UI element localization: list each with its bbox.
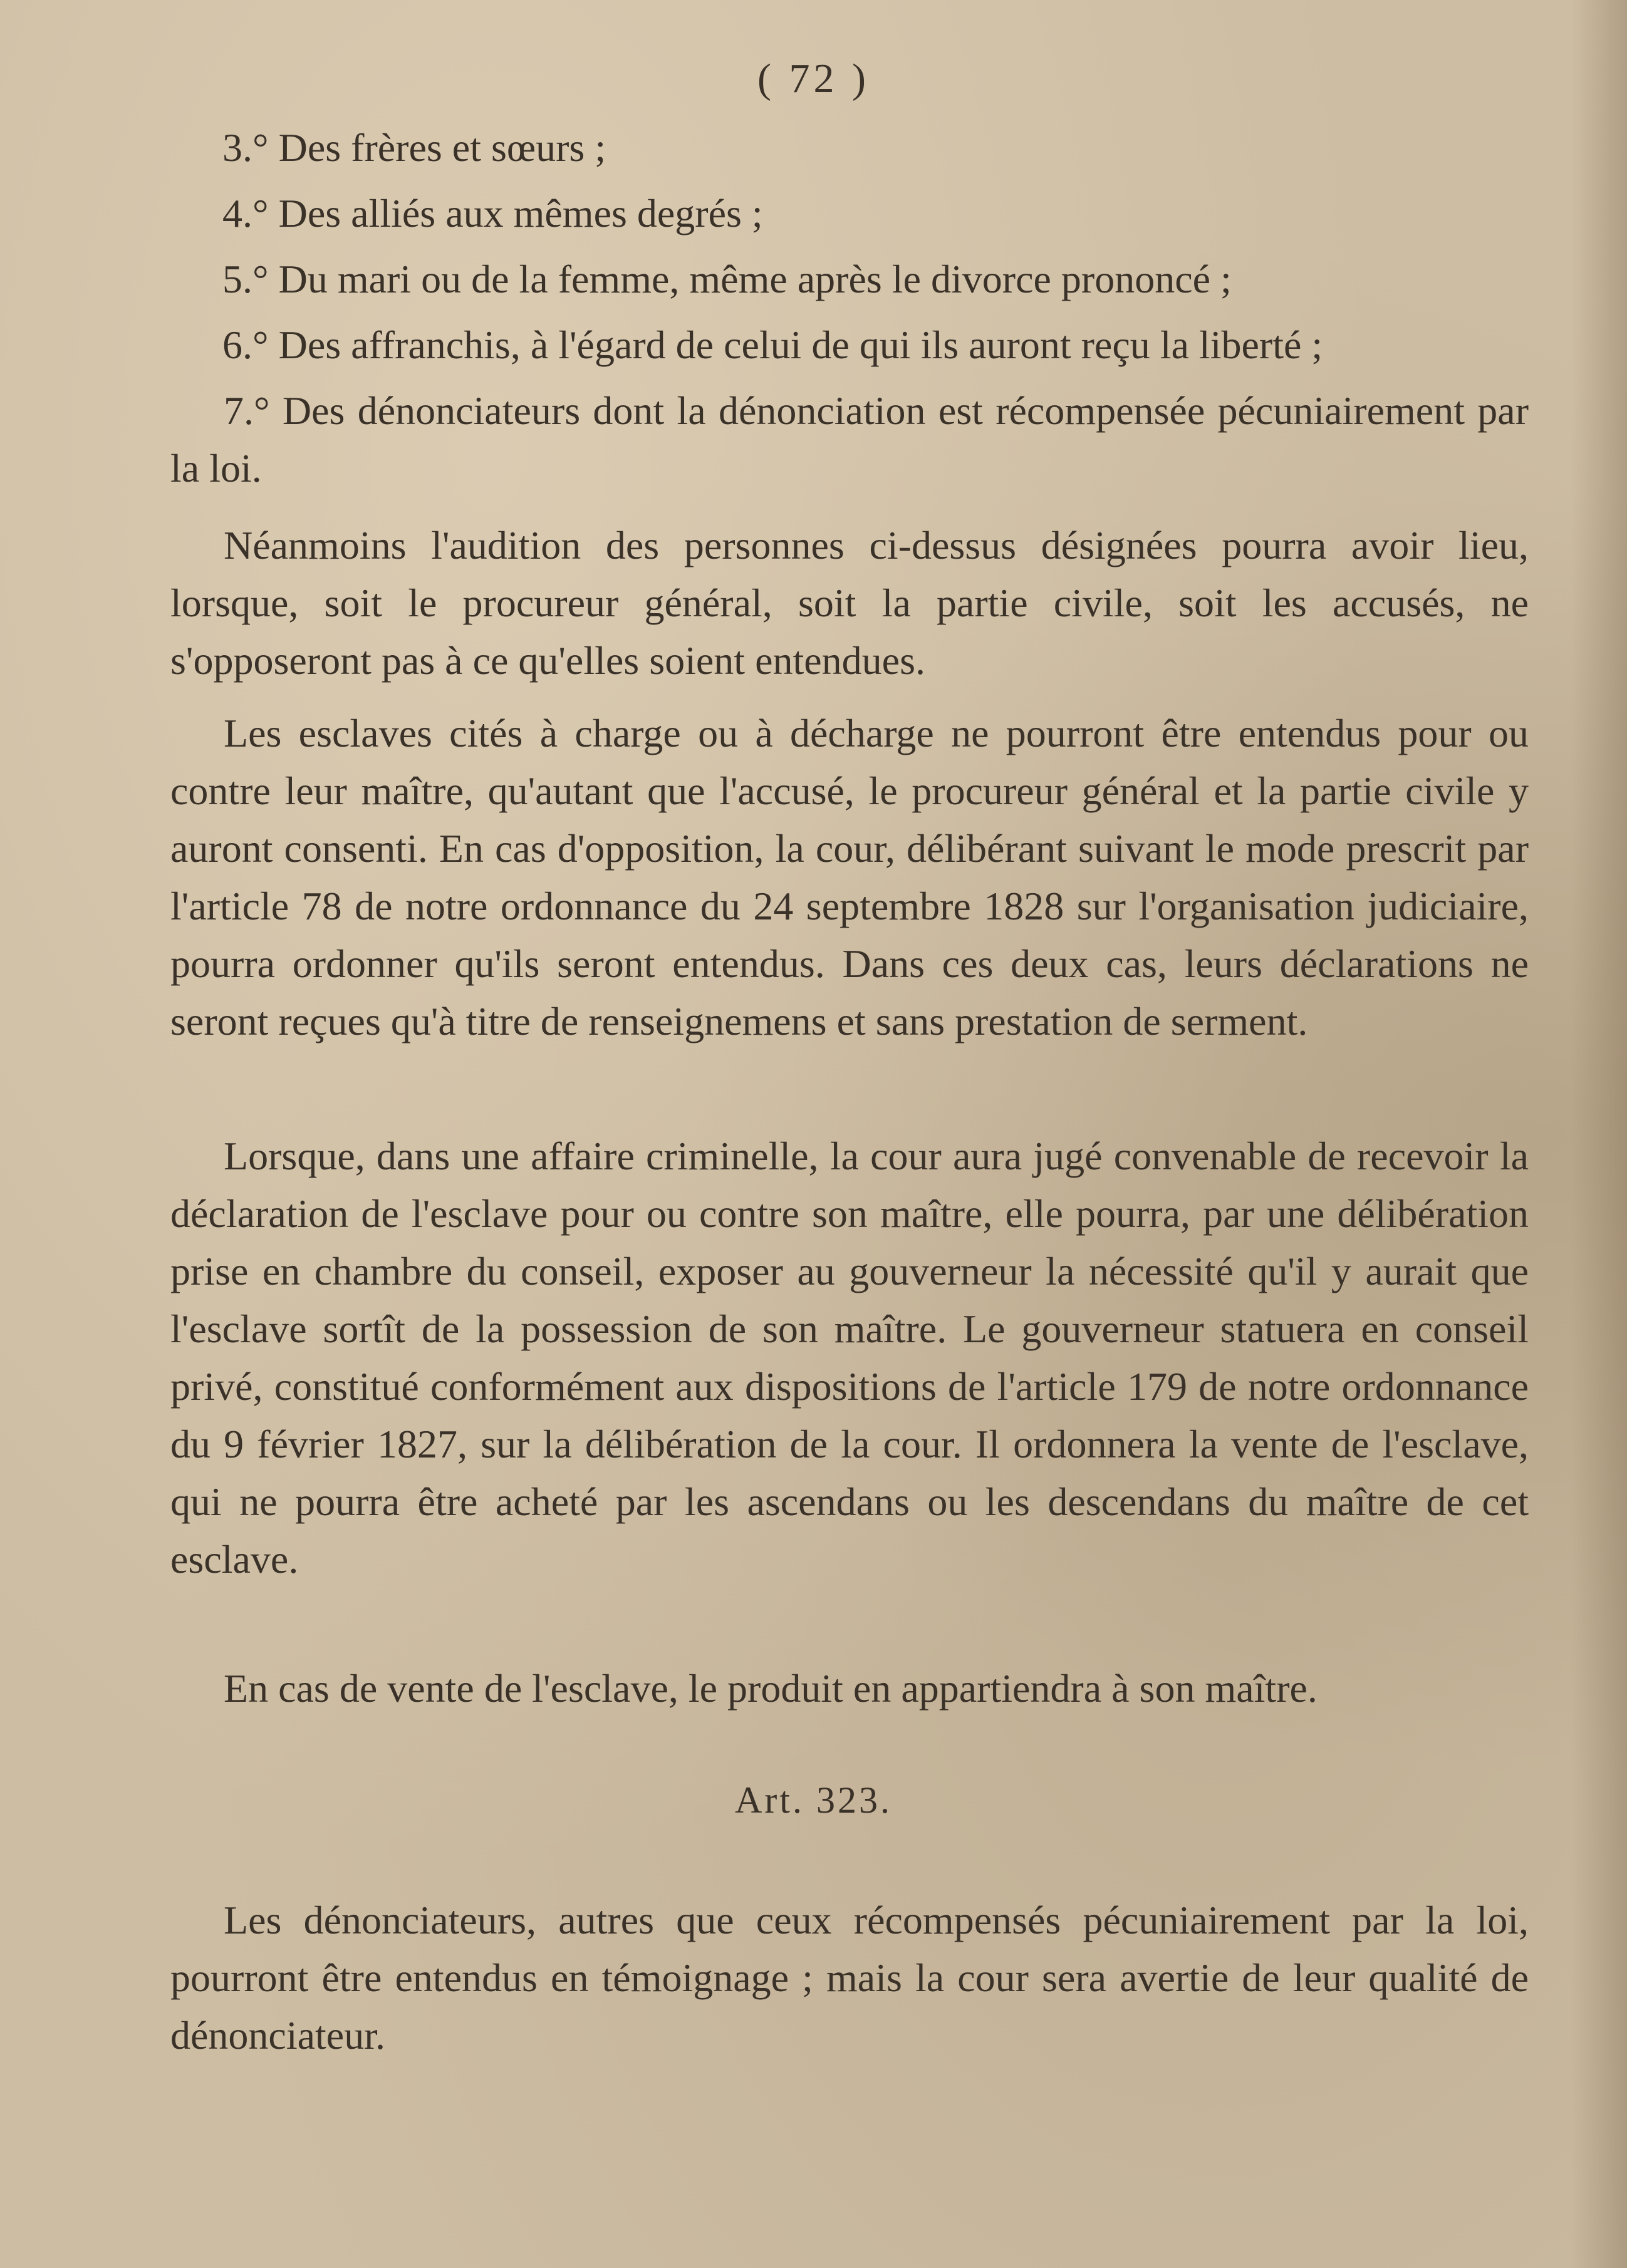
paragraph-2-block (170, 705, 1529, 1050)
paragraph-3: Lorsque, dans une affaire criminelle, la cour aura jugé convenable de recevoir la déclaration de l'esclave pour ou contre son maître, elle pourra, par une délibération prise en chambre du conseil, exposer au gouverneur la nécessité qu'il y aurait que l'esclave sortît de la possession de son maître. Le gouverneur statuera en conseil privé, constitué conformément aux dispositions de l'article 179 de notre ordonnance du 9 février 1827, sur la délibération de la cour. Il ordonnera la vente de l'esclave, qui ne pourra être acheté par les ascendans ou les descendans du maître de cet esclave. (170, 1134, 1529, 1582)
paragraph-2: Les esclaves cités à charge ou à décharge ne pourront être entendus pour ou contre leur maître, qu'autant que l'accusé, le procureur général et la partie civile y auront consenti. En cas d'opposition, la cour, délibérant suivant le mode prescrit par l'article 78 de notre ordonnance du 24 septembre 1828 sur l'organisation judiciaire, pourra ordonner qu'ils seront entendus. Dans ces deux cas, leurs déclarations ne seront reçues qu'à titre de renseignemens et sans prestation de serment. (170, 711, 1529, 1043)
list-item-3: 3.° Des frères et sœurs ; (222, 125, 606, 170)
paragraph-4: En cas de vente de l'esclave, le produit en appartiendra à son maître. (224, 1666, 1318, 1711)
page-number: ( 72 ) (757, 56, 870, 101)
paragraph-3-block (170, 1127, 1529, 1588)
list-item-6: 6.° Des affranchis, à l'égard de celui de qui ils auront reçu la liberté ; (222, 323, 1323, 367)
paragraph-4-block (170, 1660, 1529, 1717)
list-item-7-block (170, 382, 1529, 497)
list-item-7: 7.° Des dénonciateurs dont la dénonciation est récompensée pécuniairement par la loi. (170, 388, 1529, 490)
article-text: Les dénonciateurs, autres que ceux récompensés pécuniairement par la loi, pourront être entendus en témoignage ; mais la cour sera avertie de leur qualité de dénonciateur. (170, 1898, 1529, 2058)
paragraph-1: Néanmoins l'audition des personnes ci-dessus désignées pourra avoir lieu, lorsque, soit le procureur général, soit la partie civile, soit les accusés, ne s'opposeront pas à ce qu'elles soient entendues. (170, 523, 1529, 683)
page-edge-shadow (1571, 0, 1627, 2268)
article-text-block (170, 1892, 1529, 2064)
list-item-4: 4.° Des alliés aux mêmes degrés ; (222, 191, 763, 236)
paragraph-1-block (170, 517, 1529, 690)
list-item-5: 5.° Du mari ou de la femme, même après le divorce prononcé ; (222, 257, 1232, 301)
article-heading: Art. 323. (735, 1779, 892, 1821)
